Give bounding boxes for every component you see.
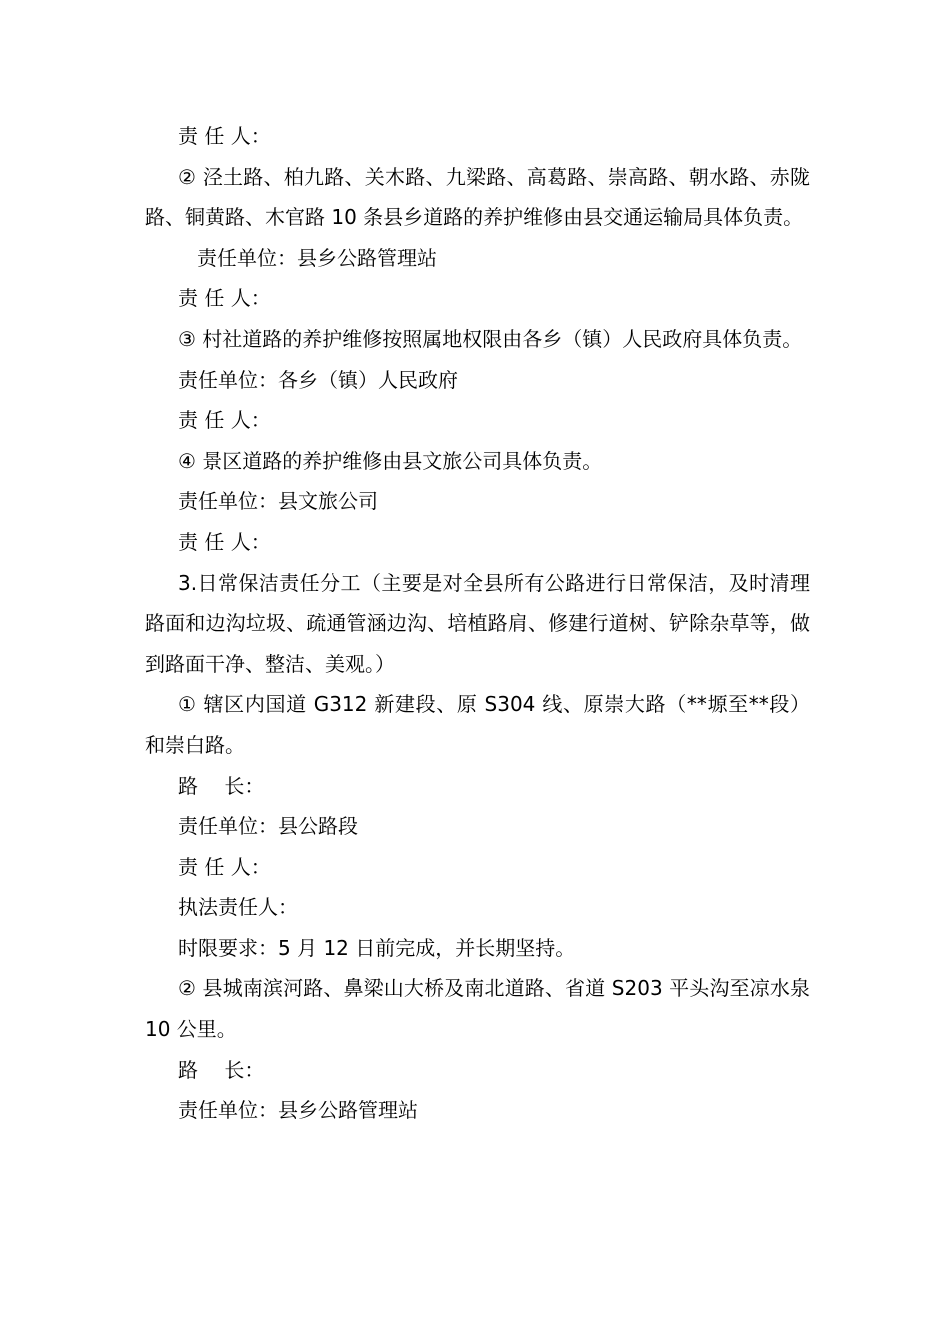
paragraph-item-1-national-road: ① 辖区内国道 G312 新建段、原 S304 线、原崇大路（**塬至**段）和崇白路。 [145,692,810,757]
paragraph-item-3-village-roads: ③ 村社道路的养护维修按照属地权限由各乡（镇）人民政府具体负责。 [178,326,803,351]
paragraph-road-chief: 路 长： [178,1057,265,1082]
paragraph-section-3-daily-cleaning: 3.日常保洁责任分工（主要是对全县所有公路进行日常保洁，及时清理路面和边沟垃圾、疏通管涵边沟、培植路肩、修建行道树、铲除杂草等，做到路面干净、整洁、美观。） [145,570,810,676]
paragraph-deadline: 时限要求：5 月 12 日前完成，并长期坚持。 [178,935,576,960]
paragraph-responsible-unit: 责任单位：县乡公路管理站 [178,1098,418,1123]
paragraph-responsible-unit: 责任单位：县乡公路管理站 [197,245,437,270]
paragraph-responsible-unit: 责任单位：各乡（镇）人民政府 [178,367,458,392]
paragraph-responsible-person: 责 任 人： [178,529,271,554]
paragraph-responsible-unit: 责任单位：县公路段 [178,814,358,839]
paragraph-responsible-person: 责 任 人： [178,408,271,433]
paragraph-road-chief: 路 长： [178,773,265,798]
document-body [145,116,817,1131]
paragraph-enforcement-person: 执法责任人： [178,895,298,920]
paragraph-responsible-person: 责 任 人： [178,854,271,879]
paragraph-item-2-county-roads: ② 泾土路、柏九路、关木路、九梁路、高葛路、崇高路、朝水路、赤陇路、铜黄路、木官路 10 条县乡道路的养护维修由县交通运输局具体负责。 [145,164,810,230]
paragraph-responsible-unit: 责任单位：县文旅公司 [178,489,378,514]
paragraph-item-2-county-town-roads: ② 县城南滨河路、鼻梁山大桥及南北道路、省道 S203 平头沟至凉水泉 10 公里。 [145,976,817,1042]
paragraph-item-4-scenic-roads: ④ 景区道路的养护维修由县文旅公司具体负责。 [178,448,603,473]
paragraph-responsible-person: 责 任 人： [178,286,271,311]
paragraph-responsible-person: 责 任 人： [178,124,271,148]
